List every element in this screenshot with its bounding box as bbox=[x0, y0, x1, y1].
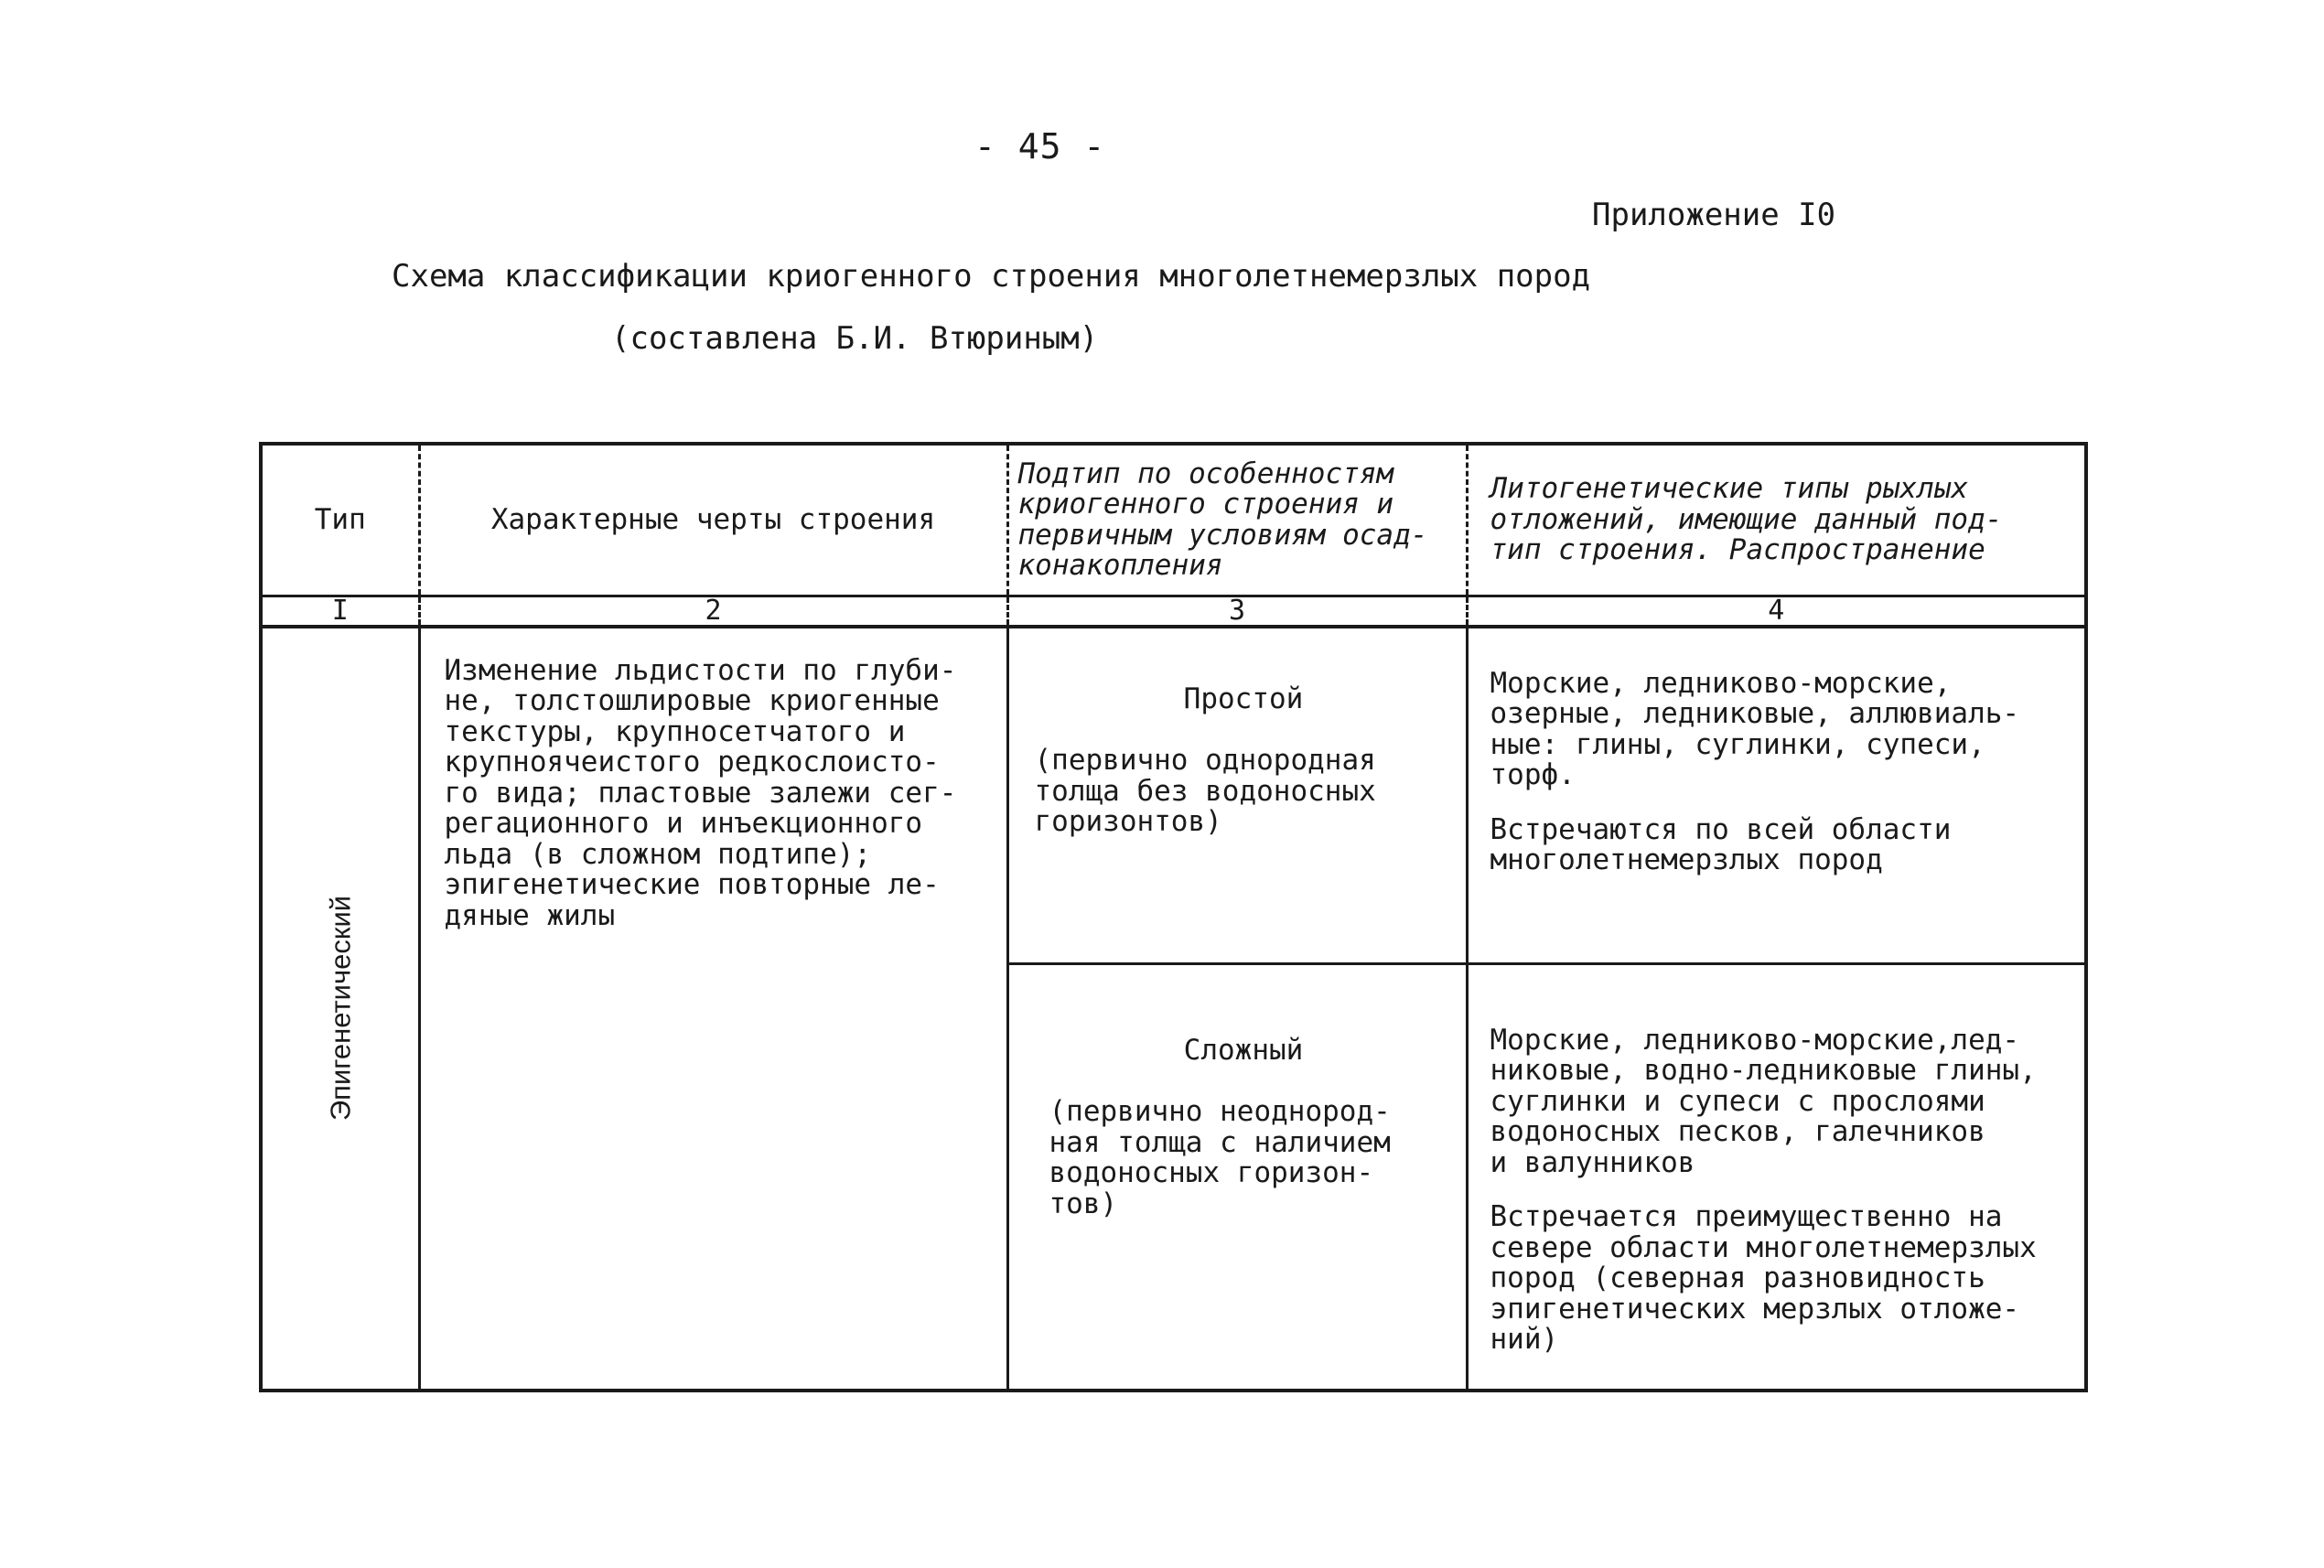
column-number-row bbox=[261, 596, 2086, 628]
litho-simple bbox=[1469, 628, 2085, 909]
features-cell bbox=[419, 627, 1007, 1391]
document-title: Схема классификации криогенного строения многолетнемерзлых пород bbox=[392, 258, 1591, 295]
page-number: - 45 - bbox=[974, 126, 1106, 166]
type-label: Эпигенетический bbox=[324, 896, 357, 1122]
column-number-2: 2 bbox=[419, 596, 1007, 628]
litho-cell-complex bbox=[1467, 964, 2086, 1391]
header-features-label: Характерные черты строения bbox=[490, 502, 936, 536]
type-cell bbox=[261, 627, 419, 1391]
subtype-simple-desc: (первично однородная толща без водоносных горизонтов) bbox=[1034, 744, 1376, 839]
column-number-3: 3 bbox=[1007, 596, 1467, 628]
subtype-simple-name: Простой bbox=[1183, 682, 1304, 716]
subtype-cell-simple bbox=[1007, 627, 1467, 964]
header-subtype bbox=[1007, 444, 1467, 596]
subtype-complex-name: Сложный bbox=[1183, 1034, 1304, 1068]
classification-table bbox=[259, 442, 2084, 1384]
litho-complex bbox=[1469, 965, 2085, 1389]
table-row bbox=[261, 627, 2086, 964]
litho-cell-simple bbox=[1467, 627, 2086, 964]
subtype-simple bbox=[1009, 628, 1466, 877]
subtype-cell-complex bbox=[1007, 964, 1467, 1391]
header-subtype-label: Подтип по особенностям криогенного строения и первичным условиям осад- конакопления bbox=[1017, 456, 1428, 582]
features-text: Изменение льдистости по глуби- не, толстошлировые криогенные текстуры, крупносетчатого и крупноячеистого редкослоисто- го вида; пластовые залежи сег- регационного и инъекционного льда (в сложном подтипе); эпигенетические повторные ле- дяные жилы bbox=[444, 654, 957, 932]
litho-complex-types: Морские, ледниково-морские,лед- никовые, водно-ледниковые глины, суглинки и супеси с прослоями водоносных песков, галечников и валунников bbox=[1490, 1024, 2037, 1179]
subtype-complex bbox=[1009, 965, 1466, 1260]
document-subtitle: (составлена Б.И. Втюриным) bbox=[611, 320, 1099, 357]
litho-simple-types: Морские, ледниково-морские, озерные, ледниковые, аллювиаль- ные: глины, суглинки, супеси, торф. bbox=[1490, 667, 2020, 792]
header-row bbox=[261, 444, 2086, 596]
column-number-4: 4 bbox=[1467, 596, 2086, 628]
subtype-complex-desc: (первично неоднород- ная толща с наличием водоносных горизон- тов) bbox=[1049, 1095, 1391, 1220]
header-type-label: Тип bbox=[314, 502, 366, 536]
column-number-1: I bbox=[261, 596, 419, 628]
litho-complex-distribution: Встречается преимущественно на севере области многолетнемерзлых пород (северная разновидность эпигенетических мерзлых отложе- ний) bbox=[1490, 1200, 2037, 1357]
header-litho-label: Литогенетические типы рыхлых отложений, имеющие данный под- тип строения. Распространение bbox=[1490, 472, 2003, 567]
litho-simple-distribution: Встречаются по всей области многолетнемерзлых пород bbox=[1490, 812, 1952, 877]
header-type bbox=[261, 444, 419, 596]
header-features bbox=[419, 444, 1007, 596]
header-litho bbox=[1467, 444, 2086, 596]
appendix-label: Приложение I0 bbox=[1592, 197, 1836, 233]
